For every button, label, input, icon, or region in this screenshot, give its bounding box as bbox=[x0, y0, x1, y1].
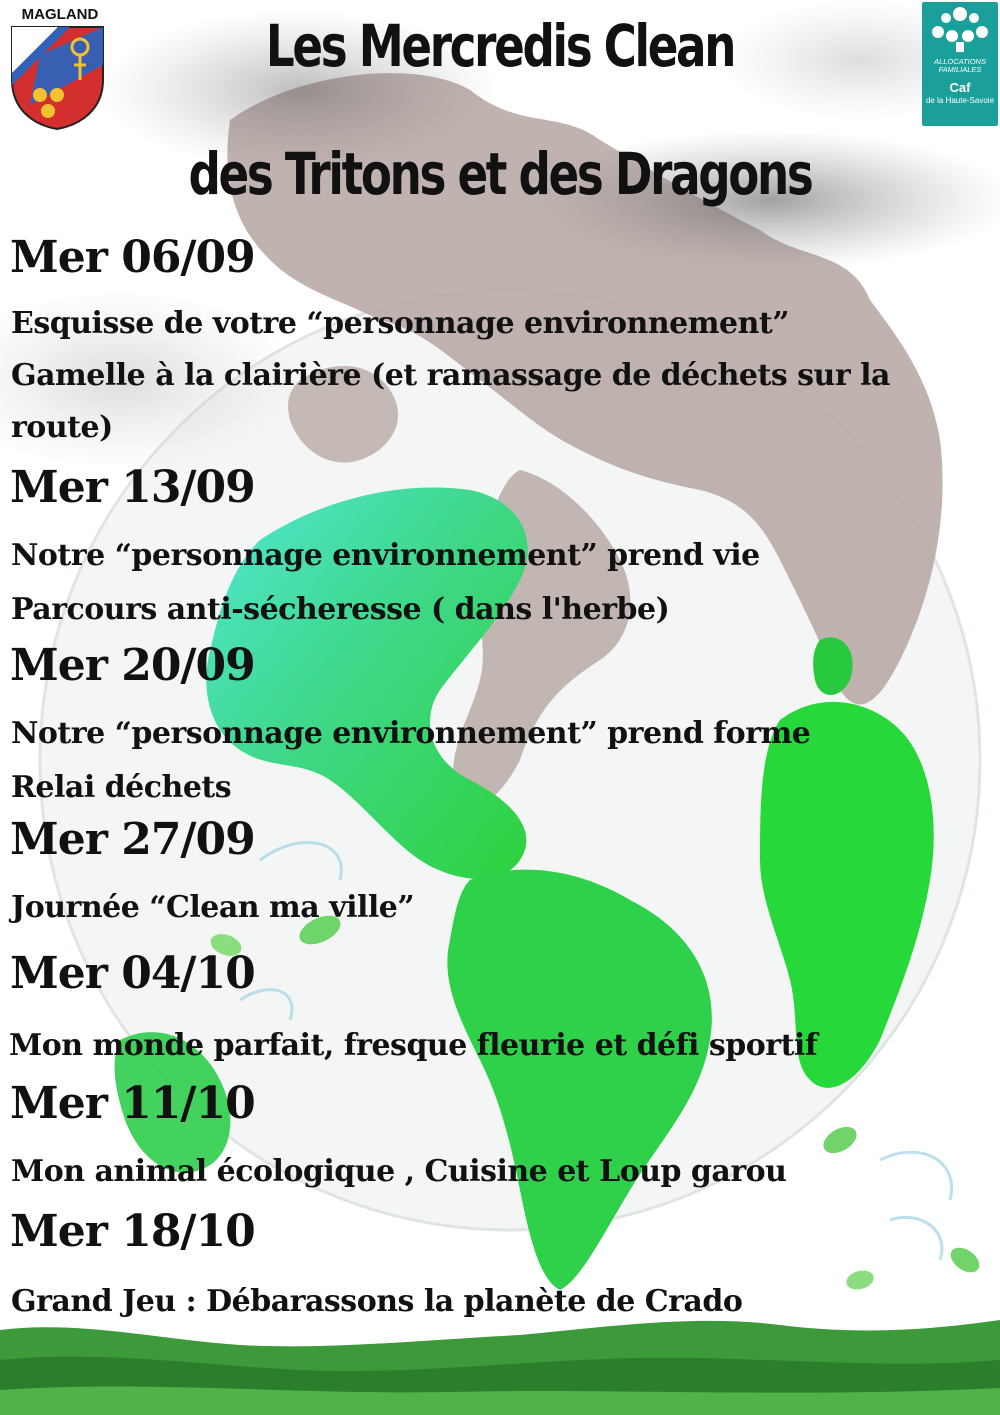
caf-name: Caf bbox=[949, 80, 971, 95]
schedule-date: Mer 04/10 bbox=[10, 948, 255, 999]
schedule-date: Mer 27/09 bbox=[10, 814, 255, 865]
page-title-line1: Les Mercredis Clean bbox=[265, 12, 735, 80]
page-title-line2: des Tritons et des Dragons bbox=[188, 140, 812, 208]
caf-family-icon bbox=[922, 2, 998, 58]
caf-top-text: ALLOCATIONS FAMILIALES bbox=[934, 57, 986, 74]
schedule-date: Mer 13/09 bbox=[10, 462, 255, 513]
schedule-date: Mer 11/10 bbox=[10, 1078, 255, 1129]
schedule-date: Mer 18/10 bbox=[10, 1206, 255, 1257]
activity-text: Notre “personnage environnement” prend vie bbox=[11, 538, 760, 573]
activity-text: Gamelle à la clairière (et ramassage de déchets sur la bbox=[11, 358, 890, 393]
activity-text: Grand Jeu : Débarassons la planète de Crado bbox=[11, 1284, 743, 1319]
schedule-date: Mer 20/09 bbox=[10, 640, 255, 691]
caf-logo bbox=[922, 2, 998, 126]
magland-crest-icon bbox=[10, 25, 105, 130]
activity-text: Notre “personnage environnement” prend forme bbox=[11, 716, 811, 751]
activity-text: Relai déchets bbox=[11, 770, 232, 805]
activity-text: Mon monde parfait, fresque fleurie et défi sportif bbox=[9, 1028, 818, 1063]
activity-text: Parcours anti-sécheresse ( dans l'herbe) bbox=[11, 592, 670, 627]
town-name: MAGLAND bbox=[21, 6, 99, 23]
activity-text: route) bbox=[11, 410, 113, 445]
caf-sub-text: de la Haute-Savoie bbox=[925, 96, 995, 105]
schedule-date: Mer 06/09 bbox=[10, 232, 255, 283]
activity-text: Journée “Clean ma ville” bbox=[11, 890, 415, 925]
activity-text: Mon animal écologique , Cuisine et Loup garou bbox=[11, 1154, 787, 1189]
activity-text: Esquisse de votre “personnage environnement” bbox=[11, 306, 789, 341]
